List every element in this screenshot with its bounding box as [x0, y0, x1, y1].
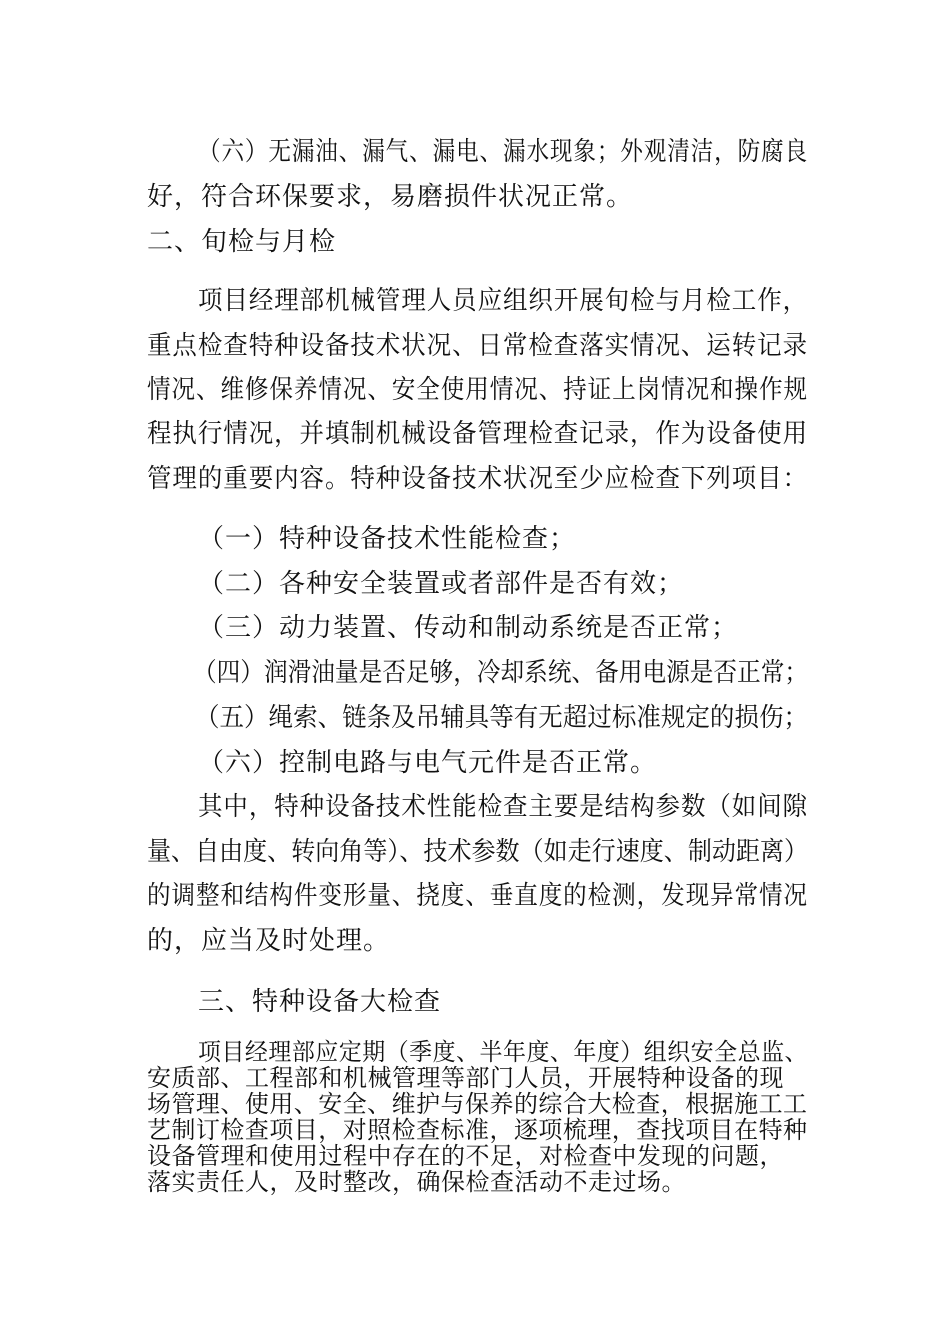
- paragraph-line: 量、自由度、转向角等）、技术参数（如走行速度、制动距离）: [147, 837, 809, 867]
- paragraph-line: 好，符合环保要求，易磨损件状况正常。: [147, 182, 634, 212]
- paragraph-line: 项目经理部机械管理人员应组织开展旬检与月检工作，: [198, 286, 809, 316]
- list-item: （五）绳索、链条及吊辅具等有无超过标准规定的损伤；: [195, 703, 809, 733]
- paragraph-line: 重点检查特种设备技术状况、日常检查落实情况、运转记录: [147, 331, 809, 361]
- paragraph-line: 安质部、工程部和机械管理等部门人员，开展特种设备的现: [147, 1064, 784, 1092]
- paragraph-line: 项目经理部应定期（季度、半年度、年度）组织安全总监、: [198, 1038, 808, 1066]
- paragraph-line: 程执行情况，并填制机械设备管理检查记录，作为设备使用: [147, 419, 809, 449]
- paragraph-line: 其中，特种设备技术性能检查主要是结构参数（如间隙: [198, 792, 809, 822]
- paragraph-line: 的调整和结构件变形量、挠度、垂直度的检测，发现异常情况: [147, 881, 808, 911]
- list-item: （二）各种安全装置或者部件是否有效；: [198, 569, 685, 599]
- list-item: （六）控制电路与电气元件是否正常。: [198, 748, 658, 778]
- paragraph-line: 设备管理和使用过程中存在的不足，对检查中发现的问题，: [147, 1142, 784, 1170]
- paragraph-line: 管理的重要内容。特种设备技术状况至少应检查下列项目：: [147, 464, 809, 494]
- list-item: （一）特种设备技术性能检查；: [198, 524, 577, 554]
- paragraph-line: 场管理、使用、安全、维护与保养的综合大检查，根据施工工: [147, 1090, 808, 1118]
- section-heading: 二、旬检与月检: [147, 227, 337, 257]
- section-heading: 三、特种设备大检查: [198, 987, 442, 1017]
- paragraph-line: 情况、维修保养情况、安全使用情况、持证上岗情况和操作规: [147, 375, 808, 405]
- list-item: （三）动力装置、传动和制动系统是否正常；: [198, 613, 739, 643]
- paragraph-line: 的，应当及时处理。: [147, 926, 391, 956]
- list-item: （四）润滑油量是否足够，冷却系统、备用电源是否正常；: [193, 658, 809, 688]
- paragraph-line: （六）无漏油、漏气、漏电、漏水现象；外观清洁，防腐良: [198, 137, 808, 167]
- paragraph-line: 落实责任人，及时整改，确保检查活动不走过场。: [147, 1168, 686, 1196]
- paragraph-line: 艺制订检查项目，对照检查标准，逐项梳理，查找项目在特种: [147, 1116, 808, 1144]
